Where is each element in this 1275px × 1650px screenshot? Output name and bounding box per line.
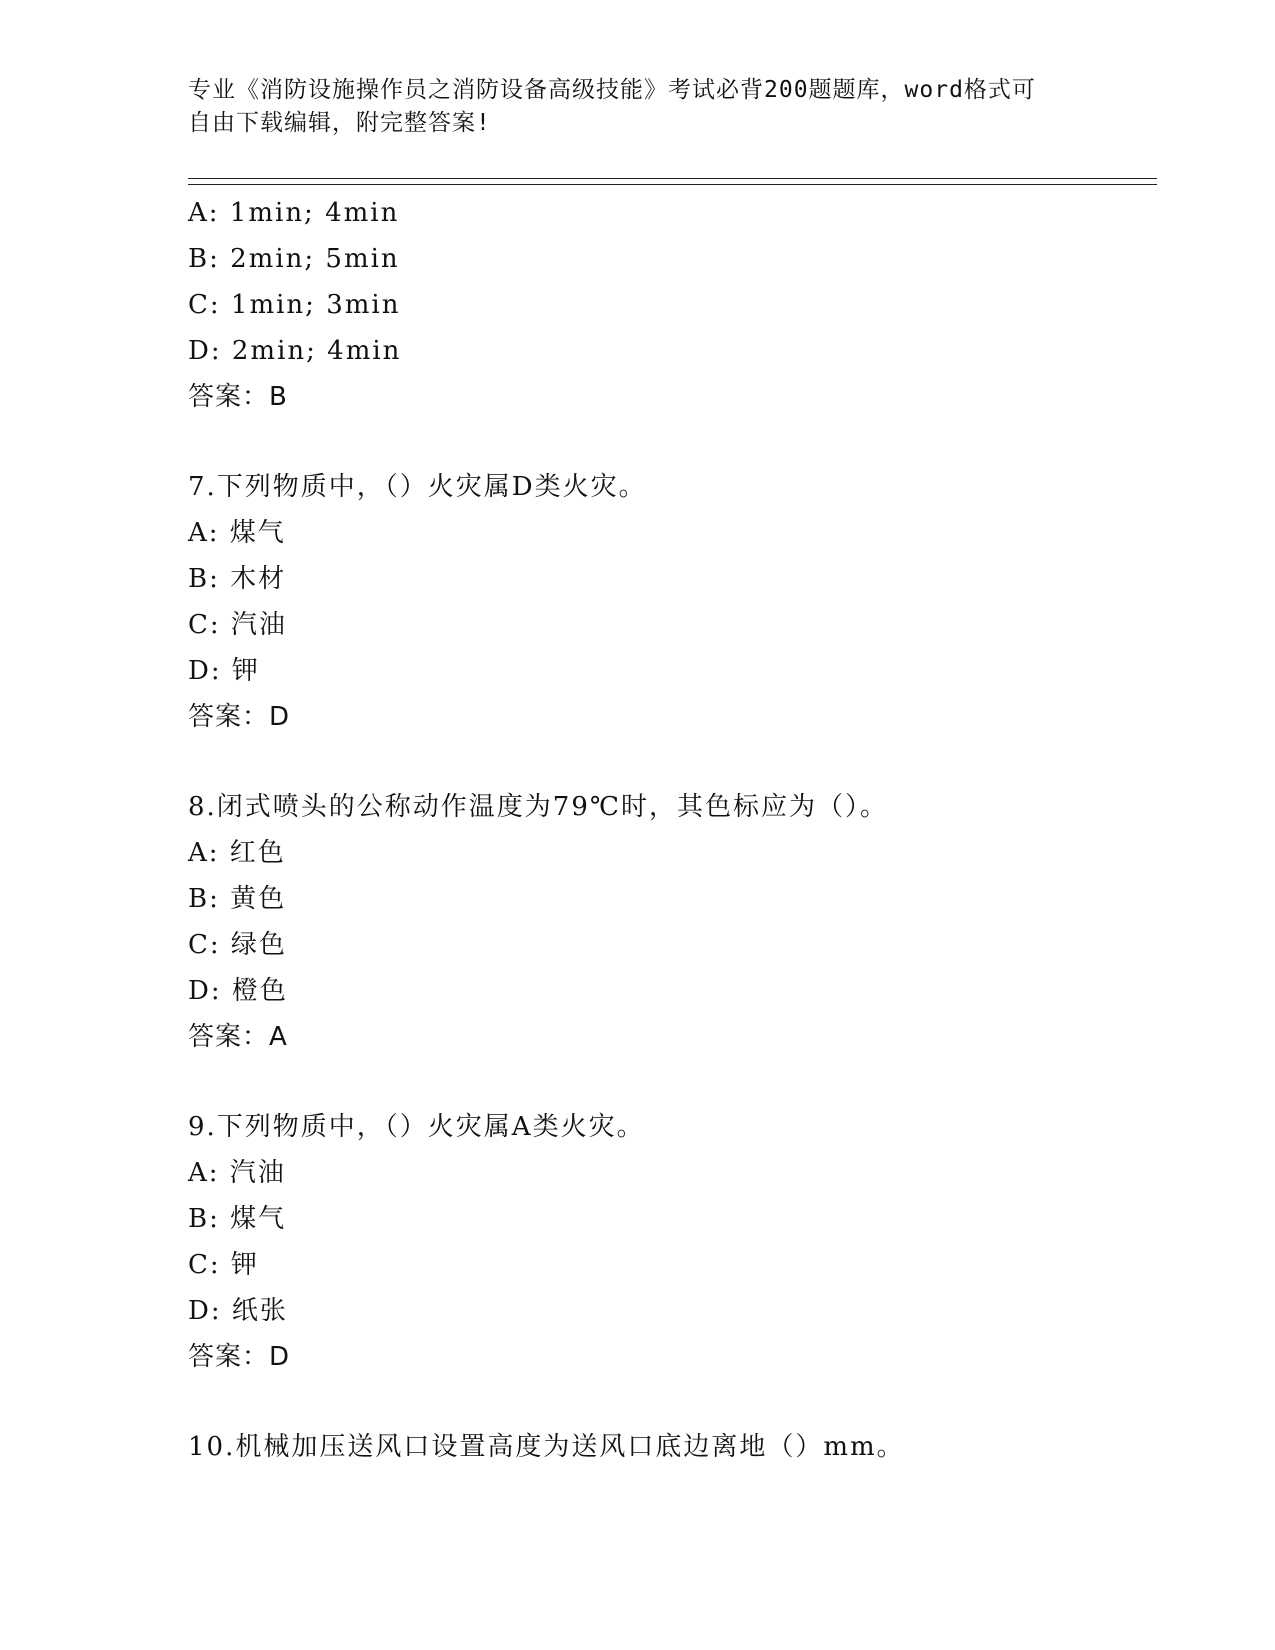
answer: 答案：A <box>188 1022 288 1052</box>
spacer <box>188 740 1148 784</box>
question-7 <box>188 464 1148 740</box>
option-a: A: 煤气 <box>188 518 286 548</box>
option-a: A: 汽油 <box>188 1158 286 1188</box>
question-9 <box>188 1104 1148 1380</box>
option-b: B: 黄色 <box>188 884 287 914</box>
document-body <box>188 190 1148 1470</box>
option-b: B: 煤气 <box>188 1204 287 1234</box>
question-6-continued <box>188 190 1148 420</box>
spacer <box>188 1060 1148 1104</box>
header-line-2: 自由下载编辑，附完整答案! <box>188 110 491 136</box>
spacer <box>188 1380 1148 1424</box>
option-d: D: 2min; 4min <box>188 336 402 366</box>
option-c: C: 汽油 <box>188 610 287 640</box>
spacer <box>188 420 1148 464</box>
option-c: C: 1min; 3min <box>188 290 401 320</box>
option-a: A: 1min; 4min <box>188 198 400 228</box>
option-b: B: 木材 <box>188 564 287 594</box>
option-c: C: 绿色 <box>188 930 287 960</box>
option-d: D: 钾 <box>188 656 260 686</box>
option-a: A: 红色 <box>188 838 286 868</box>
answer: 答案：B <box>188 382 288 412</box>
question-text: 8.闭式喷头的公称动作温度为79℃时，其色标应为（）。 <box>188 792 888 822</box>
header-divider-top <box>188 178 1157 179</box>
option-d: D: 纸张 <box>188 1296 288 1326</box>
header-line-1: 专业《消防设施操作员之消防设备高级技能》考试必背200题题库，word格式可 <box>188 77 1036 103</box>
question-text: 7.下列物质中，（）火灾属D类火灾。 <box>188 472 647 502</box>
answer: 答案：D <box>188 702 291 732</box>
option-d: D: 橙色 <box>188 976 288 1006</box>
question-8 <box>188 784 1148 1060</box>
option-c: C: 钾 <box>188 1250 259 1280</box>
document-header <box>188 74 1088 140</box>
question-10 <box>188 1424 1148 1470</box>
question-text: 10.机械加压送风口设置高度为送风口底边离地（）mm。 <box>188 1432 905 1462</box>
option-b: B: 2min; 5min <box>188 244 400 274</box>
answer: 答案：D <box>188 1342 291 1372</box>
question-text: 9.下列物质中，（）火灾属A类火灾。 <box>188 1112 645 1142</box>
header-divider-bottom <box>188 184 1157 185</box>
